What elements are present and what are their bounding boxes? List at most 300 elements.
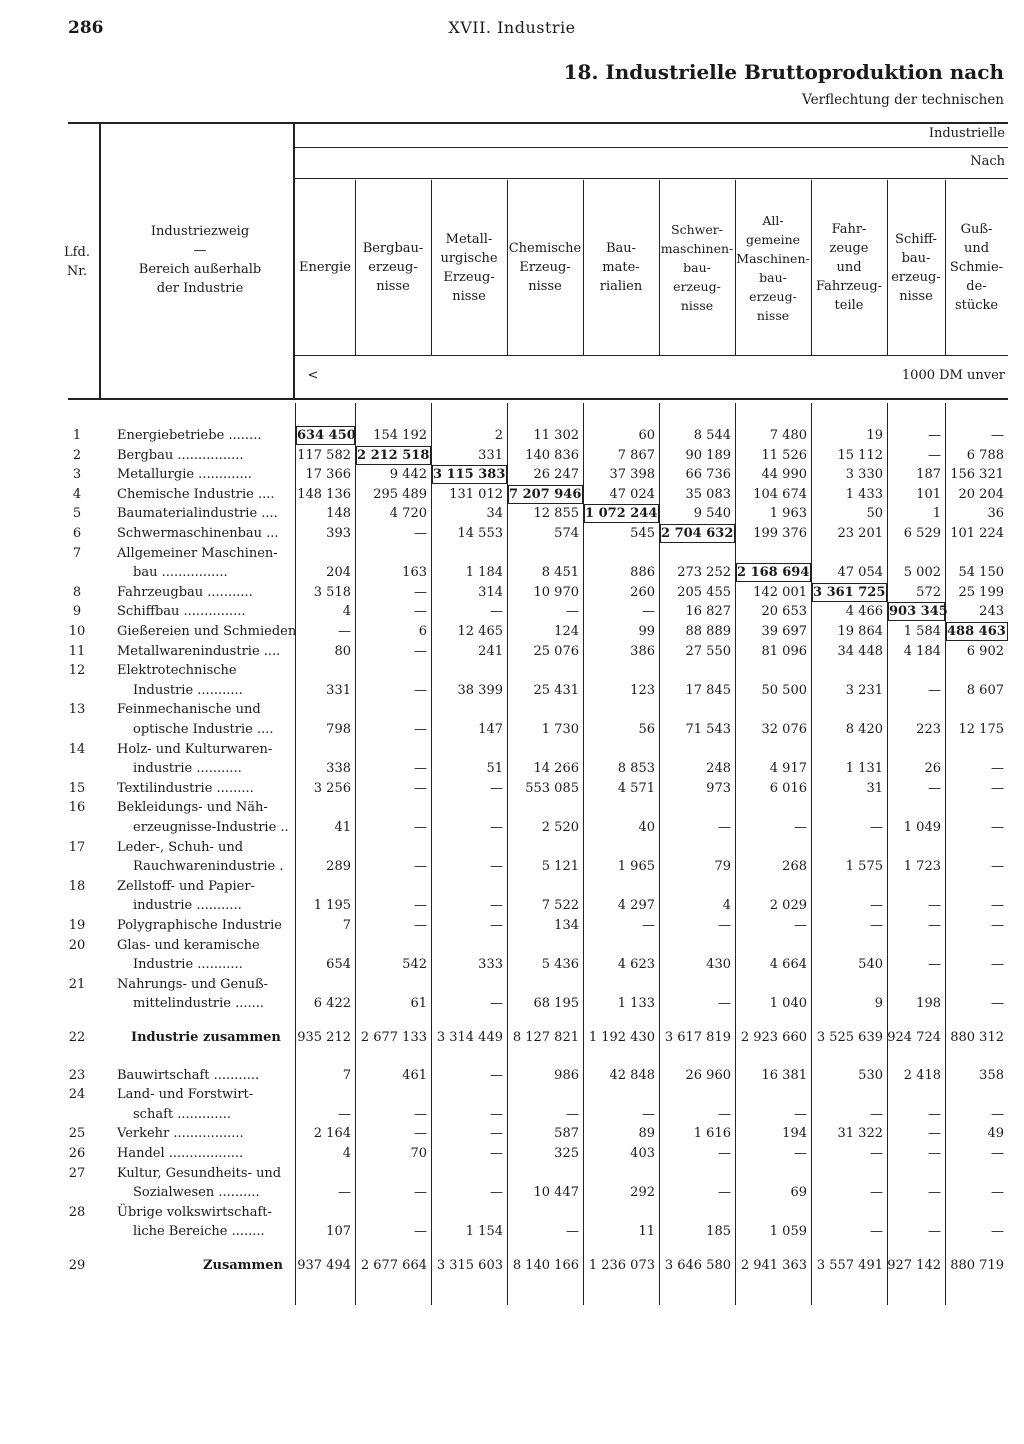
lfd-divider bbox=[99, 122, 101, 398]
table-cell: 27 550 bbox=[685, 643, 731, 659]
table-cell: — bbox=[490, 1185, 503, 1201]
table-cell: 7 207 946 bbox=[509, 486, 582, 502]
table-cell: 903 345 bbox=[889, 604, 948, 620]
table-cell: — bbox=[642, 604, 655, 620]
table-cell: 41 bbox=[334, 820, 351, 835]
row-number: 8 bbox=[72, 584, 82, 600]
table-cell: — bbox=[928, 428, 941, 443]
table-cell: 89 bbox=[638, 1126, 655, 1142]
table-cell: — bbox=[718, 996, 731, 1012]
table-cell: — bbox=[718, 1146, 731, 1161]
table-cell: 295 489 bbox=[373, 486, 427, 502]
table-cell: 8 451 bbox=[541, 565, 579, 581]
table-cell: — bbox=[338, 624, 351, 639]
table-cell: 333 bbox=[478, 957, 503, 973]
table-cell: — bbox=[870, 1146, 883, 1161]
table-cell: 9 bbox=[874, 996, 883, 1012]
column-header-9: Schiff- bau- erzeug- nisse bbox=[891, 231, 941, 304]
table-cell: — bbox=[928, 1126, 941, 1142]
table-cell: 6 016 bbox=[769, 780, 807, 796]
table-cell: — bbox=[928, 1146, 941, 1161]
table-cell: 20 204 bbox=[958, 486, 1004, 502]
row-number: 21 bbox=[68, 976, 86, 992]
row-label: schaft ............. bbox=[133, 1106, 231, 1122]
table-cell: 553 085 bbox=[525, 780, 579, 796]
table-cell: 19 864 bbox=[837, 624, 883, 639]
table-cell: — bbox=[414, 820, 427, 835]
table-cell: 47 024 bbox=[609, 486, 655, 502]
table-cell: 81 096 bbox=[761, 643, 807, 659]
table-cell: 2 704 632 bbox=[661, 526, 734, 541]
row-number: 26 bbox=[68, 1146, 86, 1161]
table-cell: 393 bbox=[326, 526, 351, 541]
column-header-4: Chemische Erzeug- nisse bbox=[508, 241, 582, 294]
row-label: Schwermaschinenbau ... bbox=[117, 526, 279, 541]
table-cell: 54 150 bbox=[958, 565, 1004, 581]
row-number: 25 bbox=[68, 1126, 86, 1142]
table-cell: 1 730 bbox=[541, 722, 579, 737]
table-cell: 147 bbox=[478, 722, 503, 737]
row-number: 27 bbox=[68, 1165, 86, 1181]
table-cell: 12 465 bbox=[457, 624, 503, 639]
table-cell: 17 845 bbox=[685, 682, 731, 698]
table-top-rule bbox=[68, 122, 1008, 124]
row-number: 24 bbox=[68, 1087, 86, 1103]
table-cell: 88 889 bbox=[685, 624, 731, 639]
table-cell: — bbox=[870, 1224, 883, 1240]
header-bottom-rule bbox=[68, 398, 1008, 400]
table-cell: — bbox=[566, 604, 579, 620]
table-cell: — bbox=[490, 1146, 503, 1161]
table-cell: — bbox=[414, 1224, 427, 1240]
table-cell: 248 bbox=[706, 761, 731, 777]
table-cell: 927 142 bbox=[887, 1258, 941, 1273]
table-cell: 574 bbox=[554, 526, 579, 541]
table-cell: 3 518 bbox=[313, 584, 351, 600]
table-cell: 69 bbox=[790, 1185, 807, 1201]
table-cell: 3 115 383 bbox=[433, 467, 506, 483]
table-cell: 2 212 518 bbox=[357, 447, 430, 463]
table-cell: 8 127 821 bbox=[512, 1030, 579, 1045]
table-cell: 6 788 bbox=[966, 447, 1004, 463]
table-cell: 42 848 bbox=[609, 1067, 655, 1083]
table-cell: 25 199 bbox=[958, 584, 1004, 600]
table-cell: 3 256 bbox=[313, 780, 351, 796]
table-cell: 634 450 bbox=[297, 428, 356, 443]
table-cell: 2 168 694 bbox=[737, 565, 810, 581]
table-cell: 1 195 bbox=[313, 898, 351, 914]
row-number: 11 bbox=[68, 643, 86, 659]
table-cell: 37 398 bbox=[609, 467, 655, 483]
row-label: erzeugnisse-Industrie .. bbox=[133, 820, 289, 835]
table-cell: 2 941 363 bbox=[740, 1258, 807, 1273]
row-number: 9 bbox=[72, 604, 82, 620]
table-cell: 9 540 bbox=[693, 506, 731, 522]
table-cell: 25 076 bbox=[533, 643, 579, 659]
table-cell: 142 001 bbox=[753, 584, 807, 600]
table-cell: 986 bbox=[554, 1067, 579, 1083]
table-cell: 358 bbox=[979, 1067, 1004, 1083]
row-label: Feinmechanische und bbox=[117, 702, 261, 718]
table-cell: 31 bbox=[866, 780, 883, 796]
table-cell: 880 719 bbox=[950, 1258, 1004, 1273]
table-cell: 3 557 491 bbox=[816, 1258, 883, 1273]
table-cell: 243 bbox=[979, 604, 1004, 620]
table-cell: — bbox=[991, 918, 1004, 933]
table-cell: 10 447 bbox=[533, 1185, 579, 1201]
row-number: 23 bbox=[68, 1067, 86, 1083]
row-label: Glas- und keramische bbox=[117, 937, 260, 953]
table-cell: 32 076 bbox=[761, 722, 807, 737]
table-cell: 3 646 580 bbox=[664, 1258, 731, 1273]
table-cell: — bbox=[991, 996, 1004, 1012]
table-cell: — bbox=[490, 780, 503, 796]
row-number: 14 bbox=[68, 741, 86, 757]
table-cell: 1 433 bbox=[845, 486, 883, 502]
row-label: Baumaterialindustrie .... bbox=[117, 506, 278, 522]
table-cell: 104 674 bbox=[753, 486, 807, 502]
row-number: 19 bbox=[68, 918, 86, 933]
table-cell: 71 543 bbox=[685, 722, 731, 737]
table-cell: — bbox=[414, 918, 427, 933]
table-cell: 3 617 819 bbox=[664, 1030, 731, 1045]
table-cell: 488 463 bbox=[946, 622, 1008, 641]
table-cell: — bbox=[414, 898, 427, 914]
table-cell: 56 bbox=[638, 722, 655, 737]
table-cell: 1 192 430 bbox=[588, 1030, 655, 1045]
table-cell: 107 bbox=[326, 1224, 351, 1240]
table-cell: 268 bbox=[782, 859, 807, 875]
table-cell: 117 582 bbox=[297, 447, 351, 463]
table-cell: 3 231 bbox=[845, 682, 883, 698]
row-label: Bauwirtschaft ........... bbox=[117, 1067, 260, 1083]
column-header-8: Fahr- zeuge und Fahrzeug- teile bbox=[815, 222, 883, 313]
table-cell: — bbox=[414, 584, 427, 600]
table-cell: 3 315 603 bbox=[436, 1258, 503, 1273]
table-cell: — bbox=[991, 428, 1004, 443]
row-label: Rauchwarenindustrie . bbox=[133, 859, 284, 875]
row-number: 17 bbox=[68, 839, 86, 855]
table-cell: 461 bbox=[402, 1067, 427, 1083]
table-cell: 2 418 bbox=[903, 1067, 941, 1083]
table-cell: 5 436 bbox=[541, 957, 579, 973]
table-cell: 9 442 bbox=[389, 467, 427, 483]
table-cell: 1 131 bbox=[845, 761, 883, 777]
table-cell: — bbox=[642, 918, 655, 933]
table-cell: 6 bbox=[418, 624, 427, 639]
table-cell: 886 bbox=[630, 565, 655, 581]
table-cell: 6 422 bbox=[313, 996, 351, 1012]
row-number: 15 bbox=[68, 780, 86, 796]
table-cell: 530 bbox=[858, 1067, 883, 1083]
table-cell: — bbox=[490, 859, 503, 875]
row-label: Zusammen bbox=[203, 1258, 283, 1273]
table-cell: 403 bbox=[630, 1146, 655, 1161]
table-cell: — bbox=[928, 1224, 941, 1240]
table-cell: 7 bbox=[342, 918, 351, 933]
table-cell: 7 480 bbox=[769, 428, 807, 443]
table-cell: 2 bbox=[494, 428, 503, 443]
table-cell: 4 184 bbox=[903, 643, 941, 659]
table-cell: 60 bbox=[638, 428, 655, 443]
table-cell: 542 bbox=[402, 957, 427, 973]
table-cell: — bbox=[566, 1224, 579, 1240]
table-cell: 1 040 bbox=[769, 996, 807, 1012]
table-cell: 68 195 bbox=[533, 996, 579, 1012]
table-cell: 3 525 639 bbox=[816, 1030, 883, 1045]
running-head: XVII. Industrie bbox=[448, 18, 576, 37]
row-label: Schiffbau ............... bbox=[117, 604, 246, 620]
table-cell: — bbox=[928, 447, 941, 463]
table-cell: 44 990 bbox=[761, 467, 807, 483]
table-cell: 4 297 bbox=[617, 898, 655, 914]
table-cell: 80 bbox=[334, 643, 351, 659]
table-cell: 4 917 bbox=[769, 761, 807, 777]
table-cell: 8 140 166 bbox=[512, 1258, 579, 1273]
table-cell: 36 bbox=[987, 506, 1004, 522]
table-cell: 1 963 bbox=[769, 506, 807, 522]
row-number: 6 bbox=[72, 526, 82, 541]
column-header-6: Schwer- maschinen- bau- erzeug- nisse bbox=[660, 222, 734, 313]
row-label: Allgemeiner Maschinen- bbox=[117, 545, 278, 561]
row-label: Gießereien und Schmieden bbox=[117, 624, 297, 639]
table-cell: 386 bbox=[630, 643, 655, 659]
table-cell: 6 529 bbox=[903, 526, 941, 541]
table-cell: — bbox=[870, 1185, 883, 1201]
table-cell: 540 bbox=[858, 957, 883, 973]
table-cell: 101 bbox=[916, 486, 941, 502]
row-label: Leder-, Schuh- und bbox=[117, 839, 244, 855]
table-cell: — bbox=[490, 1106, 503, 1122]
table-cell: 8 853 bbox=[617, 761, 655, 777]
table-cell: 11 302 bbox=[533, 428, 579, 443]
header-rule-2 bbox=[295, 178, 1008, 179]
table-cell: 654 bbox=[326, 957, 351, 973]
table-cell: — bbox=[870, 918, 883, 933]
page-number: 286 bbox=[68, 18, 104, 38]
table-cell: 325 bbox=[554, 1146, 579, 1161]
header-unit-mark: < bbox=[307, 368, 319, 383]
table-cell: 4 664 bbox=[769, 957, 807, 973]
table-cell: 6 902 bbox=[966, 643, 1004, 659]
table-cell: 8 420 bbox=[845, 722, 883, 737]
table-cell: 4 571 bbox=[617, 780, 655, 796]
row-number: 10 bbox=[68, 624, 86, 639]
table-cell: — bbox=[991, 859, 1004, 875]
table-cell: — bbox=[490, 898, 503, 914]
table-cell: — bbox=[991, 1146, 1004, 1161]
table-cell: 14 553 bbox=[457, 526, 503, 541]
table-cell: 1 616 bbox=[693, 1126, 731, 1142]
row-label: optische Industrie .... bbox=[133, 722, 274, 737]
row-number: 29 bbox=[68, 1258, 86, 1273]
table-cell: — bbox=[928, 957, 941, 973]
table-cell: 11 526 bbox=[761, 447, 807, 463]
table-cell: 15 112 bbox=[837, 447, 883, 463]
row-label: industrie ........... bbox=[133, 898, 242, 914]
table-cell: 1 184 bbox=[465, 565, 503, 581]
table-cell: 2 029 bbox=[769, 898, 807, 914]
label-divider bbox=[293, 122, 295, 398]
table-cell: — bbox=[991, 1185, 1004, 1201]
table-cell: 5 121 bbox=[541, 859, 579, 875]
table-cell: 204 bbox=[326, 565, 351, 581]
table-cell: 2 520 bbox=[541, 820, 579, 835]
header-rule-1 bbox=[295, 147, 1008, 148]
table-cell: 187 bbox=[916, 467, 941, 483]
column-header-3: Metall- urgische Erzeug- nisse bbox=[440, 231, 498, 304]
table-cell: 314 bbox=[478, 584, 503, 600]
table-cell: 11 bbox=[638, 1224, 655, 1240]
table-cell: 123 bbox=[630, 682, 655, 698]
table-cell: 50 bbox=[866, 506, 883, 522]
table-cell: — bbox=[490, 918, 503, 933]
table-cell: 572 bbox=[916, 584, 941, 600]
table-cell: — bbox=[870, 820, 883, 835]
table-cell: 1 575 bbox=[845, 859, 883, 875]
table-cell: — bbox=[794, 1106, 807, 1122]
table-cell: 90 189 bbox=[685, 447, 731, 463]
table-cell: 1 049 bbox=[903, 820, 941, 835]
table-cell: 34 448 bbox=[837, 643, 883, 659]
table-cell: — bbox=[490, 1067, 503, 1083]
table-cell: 2 164 bbox=[313, 1126, 351, 1142]
table-cell: 10 970 bbox=[533, 584, 579, 600]
table-cell: — bbox=[414, 526, 427, 541]
row-label: Metallwarenindustrie .... bbox=[117, 643, 281, 659]
table-cell: — bbox=[718, 918, 731, 933]
row-label: Handel .................. bbox=[117, 1146, 244, 1161]
table-subtitle: Verflechtung der technischen bbox=[802, 92, 1004, 108]
table-cell: 3 330 bbox=[845, 467, 883, 483]
table-cell: 39 697 bbox=[761, 624, 807, 639]
row-number: 3 bbox=[72, 467, 82, 483]
table-cell: 292 bbox=[630, 1185, 655, 1201]
table-cell: 1 965 bbox=[617, 859, 655, 875]
table-cell: 205 455 bbox=[677, 584, 731, 600]
table-cell: 338 bbox=[326, 761, 351, 777]
table-cell: — bbox=[991, 1224, 1004, 1240]
table-cell: 20 653 bbox=[761, 604, 807, 620]
table-cell: 4 466 bbox=[845, 604, 883, 620]
table-cell: 587 bbox=[554, 1126, 579, 1142]
table-cell: 2 677 133 bbox=[360, 1030, 427, 1045]
table-cell: 194 bbox=[782, 1126, 807, 1142]
header-group-sub: Nach bbox=[970, 154, 1005, 169]
table-cell: 40 bbox=[638, 820, 655, 835]
table-cell: 51 bbox=[486, 761, 503, 777]
row-label: Energiebetriebe ........ bbox=[117, 428, 262, 443]
table-cell: 154 192 bbox=[373, 428, 427, 443]
row-number: 16 bbox=[68, 800, 86, 816]
table-cell: 38 399 bbox=[457, 682, 503, 698]
table-cell: 26 960 bbox=[685, 1067, 731, 1083]
row-label: Nahrungs- und Genuß- bbox=[117, 976, 269, 992]
row-label: Zellstoff- und Papier- bbox=[117, 878, 255, 894]
table-cell: 973 bbox=[706, 780, 731, 796]
table-cell: 937 494 bbox=[297, 1258, 351, 1273]
row-number: 7 bbox=[72, 545, 82, 561]
table-cell: 140 836 bbox=[525, 447, 579, 463]
table-cell: 198 bbox=[916, 996, 941, 1012]
table-cell: 798 bbox=[326, 722, 351, 737]
table-cell: 7 bbox=[342, 1067, 351, 1083]
table-cell: — bbox=[414, 859, 427, 875]
table-cell: 4 bbox=[342, 604, 351, 620]
table-cell: — bbox=[490, 996, 503, 1012]
table-cell: 131 012 bbox=[449, 486, 503, 502]
table-cell: 19 bbox=[866, 428, 883, 443]
table-cell: 148 bbox=[326, 506, 351, 522]
table-cell: 163 bbox=[402, 565, 427, 581]
table-cell: 289 bbox=[326, 859, 351, 875]
table-cell: 26 bbox=[924, 761, 941, 777]
table-cell: — bbox=[490, 604, 503, 620]
table-cell: 223 bbox=[916, 722, 941, 737]
table-cell: 26 247 bbox=[533, 467, 579, 483]
table-cell: 241 bbox=[478, 643, 503, 659]
row-label: Metallurgie ............. bbox=[117, 467, 252, 483]
column-header-10: Guß- und Schmie- de- stücke bbox=[949, 222, 1004, 313]
table-cell: 3 361 725 bbox=[813, 584, 886, 600]
table-cell: 331 bbox=[326, 682, 351, 698]
table-cell: — bbox=[928, 682, 941, 698]
row-label: Kultur, Gesundheits- und bbox=[117, 1165, 282, 1181]
table-cell: 1 072 244 bbox=[585, 506, 658, 522]
table-cell: 61 bbox=[410, 996, 427, 1012]
table-cell: 1 723 bbox=[903, 859, 941, 875]
row-number: 1 bbox=[72, 428, 82, 443]
table-cell: 25 431 bbox=[533, 682, 579, 698]
table-cell: 99 bbox=[638, 624, 655, 639]
table-cell: 1 bbox=[932, 506, 941, 522]
table-cell: 23 201 bbox=[837, 526, 883, 541]
table-cell: 7 867 bbox=[617, 447, 655, 463]
table-cell: 273 252 bbox=[677, 565, 731, 581]
row-number: 4 bbox=[72, 486, 82, 502]
table-cell: — bbox=[991, 820, 1004, 835]
table-cell: 49 bbox=[987, 1126, 1004, 1142]
row-label: Fahrzeugbau ........... bbox=[117, 584, 253, 600]
table-cell: — bbox=[794, 820, 807, 835]
row-number: 12 bbox=[68, 663, 86, 679]
table-cell: — bbox=[414, 682, 427, 698]
table-cell: 2 677 664 bbox=[360, 1258, 427, 1273]
table-cell: — bbox=[928, 1106, 941, 1122]
row-label: Verkehr ................. bbox=[117, 1126, 244, 1142]
table-cell: — bbox=[338, 1185, 351, 1201]
column-header-7: All- gemeine Maschinen- bau- erzeug- nisse bbox=[736, 212, 810, 323]
table-title: 18. Industrielle Bruttoproduktion nach bbox=[563, 60, 1004, 84]
table-cell: 12 855 bbox=[533, 506, 579, 522]
row-label: liche Bereiche ........ bbox=[133, 1224, 265, 1240]
table-cell: 16 381 bbox=[761, 1067, 807, 1083]
table-cell: — bbox=[928, 780, 941, 796]
table-cell: 4 bbox=[722, 898, 731, 914]
table-cell: — bbox=[338, 1106, 351, 1122]
row-label: Holz- und Kulturwaren- bbox=[117, 741, 273, 757]
row-label: Textilindustrie ......... bbox=[117, 780, 254, 796]
table-cell: — bbox=[642, 1106, 655, 1122]
table-cell: — bbox=[414, 643, 427, 659]
table-cell: — bbox=[928, 1185, 941, 1201]
table-cell: 8 607 bbox=[966, 682, 1004, 698]
row-label: bau ................ bbox=[133, 565, 228, 581]
table-cell: 4 720 bbox=[389, 506, 427, 522]
table-cell: 1 236 073 bbox=[588, 1258, 655, 1273]
row-label: Bekleidungs- und Näh- bbox=[117, 800, 268, 816]
table-cell: 7 522 bbox=[541, 898, 579, 914]
